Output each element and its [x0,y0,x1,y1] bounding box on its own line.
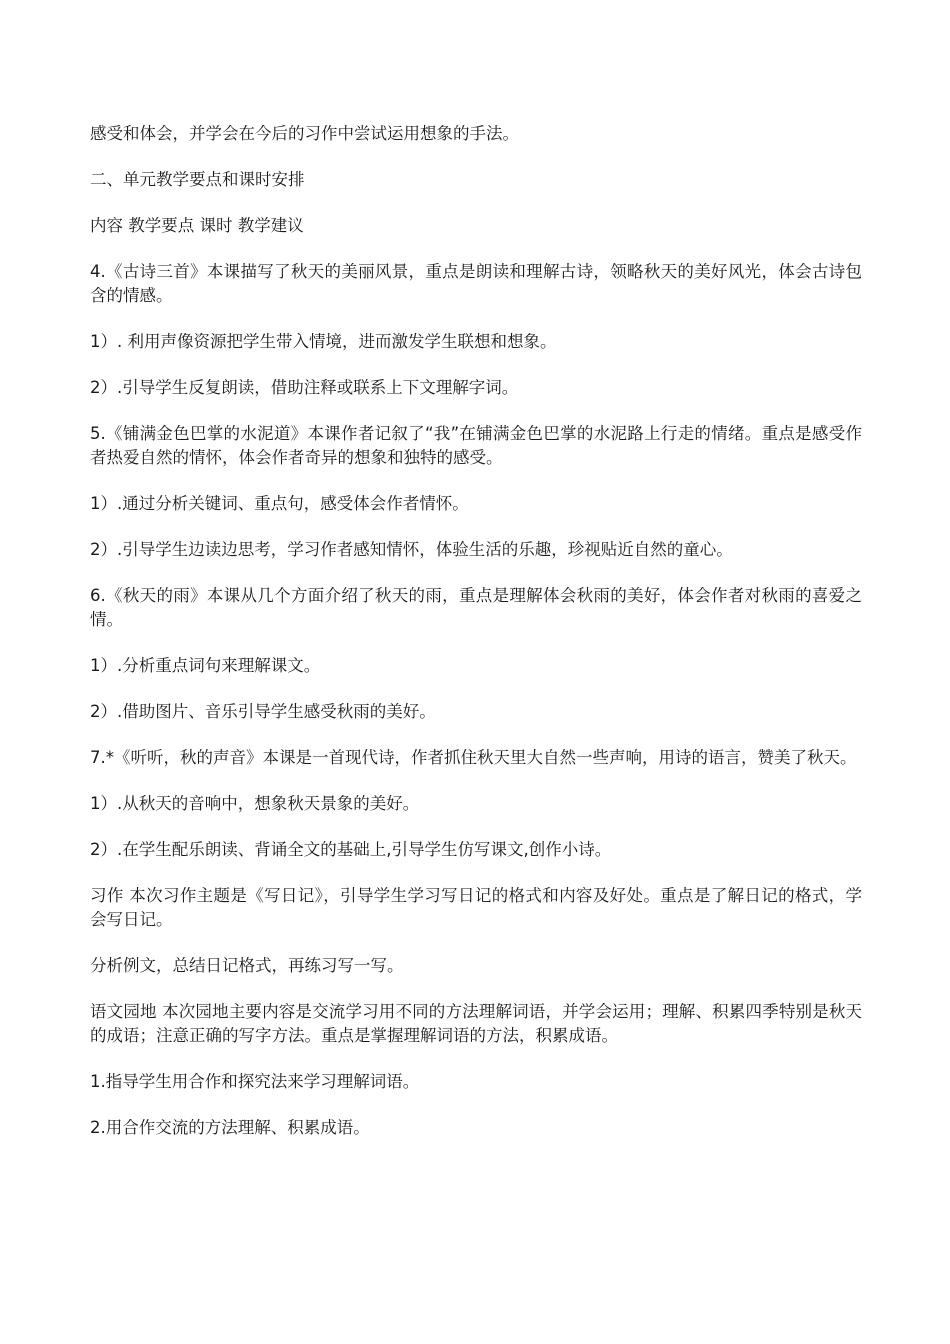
lesson-5-suggestion-2: 2）.引导学生边读边思考，学习作者感知情怀，体验生活的乐趣，珍视贴近自然的童心。 [90,540,733,559]
lesson-7-summary: 7.*《听听，秋的声音》本课是一首现代诗，作者抓住秋天里大自然一些声响，用诗的语言，赞美了秋天。 [90,748,857,767]
lesson-6-suggestion-1: 1）.分析重点词句来理解课文。 [90,656,321,675]
language-garden-suggestion-1: 1.指导学生用合作和探究法来学习理解词语。 [90,1072,420,1091]
writing-task-suggestion: 分析例文，总结日记格式，再练习写一写。 [90,956,404,975]
writing-task-summary: 习作 本次习作主题是《写日记》，引导学生学习写日记的格式和内容及好处。重点是了解日记的格式，学会写日记。 [90,886,862,929]
lesson-6-summary: 6.《秋天的雨》本课从几个方面介绍了秋天的雨，重点是理解体会秋雨的美好，体会作者对秋雨的喜爱之情。 [90,586,862,629]
lesson-7-suggestion-1: 1）.从秋天的音响中，想象秋天景象的美好。 [90,794,420,813]
language-garden-summary: 语文园地 本次园地主要内容是交流学习用不同的方法理解词语，并学会运用；理解、积累四季特别是秋天的成语；注意正确的写字方法。重点是掌握理解词语的方法，积累成语。 [90,1002,862,1045]
section-heading: 二、单元教学要点和课时安排 [90,170,305,189]
paragraph-intro-continuation: 感受和体会，并学会在今后的习作中尝试运用想象的手法。 [90,124,519,143]
lesson-5-suggestion-1: 1）.通过分析关键词、重点句，感受体会作者情怀。 [90,494,469,513]
lesson-4-suggestion-2: 2）.引导学生反复朗读，借助注释或联系上下文理解字词。 [90,378,519,397]
lesson-4-summary: 4.《古诗三首》本课描写了秋天的美丽风景，重点是朗读和理解古诗，领略秋天的美好风光，体会古诗包含的情感。 [90,262,862,305]
document-page [90,122,862,1162]
language-garden-suggestion-2: 2.用合作交流的方法理解、积累成语。 [90,1118,370,1137]
lesson-6-suggestion-2: 2）.借助图片、音乐引导学生感受秋雨的美好。 [90,702,436,721]
lesson-4-suggestion-1: 1）. 利用声像资源把学生带入情境，进而激发学生联想和想象。 [90,332,557,351]
table-header-line: 内容 教学要点 课时 教学建议 [90,216,304,235]
lesson-5-summary: 5.《铺满金色巴掌的水泥道》本课作者记叙了“我”在铺满金色巴掌的水泥路上行走的情绪。重点是感受作者热爱自然的情怀，体会作者奇异的想象和独特的感受。 [90,424,862,467]
lesson-7-suggestion-2: 2）.在学生配乐朗读、背诵全文的基础上,引导学生仿写课文,创作小诗。 [90,840,612,859]
